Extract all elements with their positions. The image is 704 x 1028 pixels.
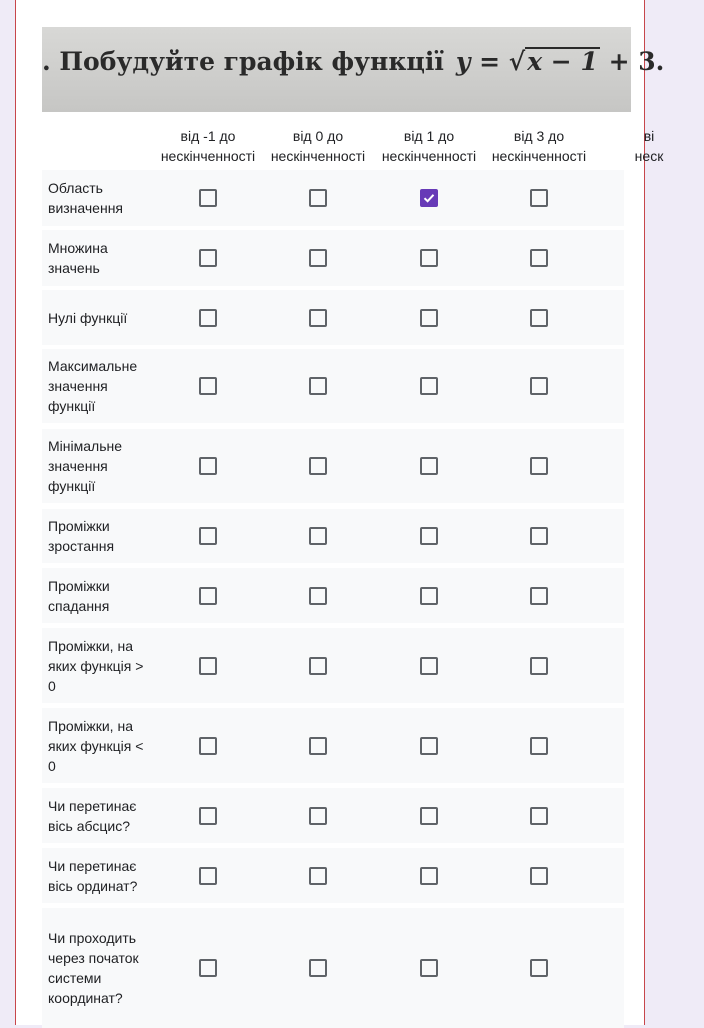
grid-row — [42, 788, 624, 843]
checkbox-r11-c3[interactable] — [530, 959, 548, 977]
checkbox-r1-c2[interactable] — [420, 249, 438, 267]
checkbox-r0-c0[interactable] — [199, 189, 217, 207]
question-prefix: . Побудуйте графік функції — [42, 47, 444, 76]
row-label: Чи перетинає вісь абсцис? — [48, 798, 137, 834]
checkbox-r10-c1[interactable] — [309, 867, 327, 885]
checkbox-r9-c1[interactable] — [309, 807, 327, 825]
checkbox-r3-c2[interactable] — [420, 377, 438, 395]
checkbox-r5-c2[interactable] — [420, 527, 438, 545]
grid-row — [42, 628, 624, 703]
checkbox-r11-c0[interactable] — [199, 959, 217, 977]
checkbox-r1-c0[interactable] — [199, 249, 217, 267]
checkbox-r6-c2[interactable] — [420, 587, 438, 605]
column-header-0: від -1 до нескінченності — [160, 128, 256, 164]
checkbox-r5-c0[interactable] — [199, 527, 217, 545]
row-label: Область визначення — [48, 180, 124, 216]
checkbox-r5-c1[interactable] — [309, 527, 327, 545]
checkbox-r4-c1[interactable] — [309, 457, 327, 475]
checkbox-r10-c2[interactable] — [420, 867, 438, 885]
question-image — [42, 27, 665, 112]
row-label: Нулі функції — [48, 310, 128, 326]
checkbox-r7-c1[interactable] — [309, 657, 327, 675]
formula-rest: + 3. — [608, 47, 665, 76]
row-label: Чи перетинає вісь ординат? — [48, 858, 138, 894]
checkbox-r7-c3[interactable] — [530, 657, 548, 675]
row-label: Максимальне значення функції — [48, 358, 138, 414]
grid-row — [42, 290, 624, 345]
question-card — [15, 0, 665, 1025]
checkbox-r8-c2[interactable] — [420, 737, 438, 755]
column-header-1: від 0 до нескінченності — [270, 128, 366, 164]
row-label: Чи проходить через початок системи координат? — [48, 930, 139, 1006]
row-label: Проміжки спадання — [48, 578, 110, 614]
grid-row — [42, 170, 624, 226]
grid-row — [42, 848, 624, 903]
checkbox-r11-c1[interactable] — [309, 959, 327, 977]
sqrt-sign: √ — [508, 47, 526, 76]
checkbox-r10-c0[interactable] — [199, 867, 217, 885]
row-label: Мінімальне значення функції — [48, 438, 123, 494]
checkbox-r3-c1[interactable] — [309, 377, 327, 395]
grid-row — [42, 908, 624, 1028]
checkbox-r4-c2[interactable] — [420, 457, 438, 475]
checkbox-r8-c1[interactable] — [309, 737, 327, 755]
grid-row — [42, 230, 624, 286]
row-label: Проміжки, на яких функція > 0 — [48, 638, 144, 694]
checkbox-r2-c0[interactable] — [199, 309, 217, 327]
grid-row — [42, 708, 624, 783]
checkbox-r6-c3[interactable] — [530, 587, 548, 605]
checkbox-r6-c0[interactable] — [199, 587, 217, 605]
row-label: Проміжки зростання — [48, 518, 115, 554]
checkbox-grid — [42, 120, 664, 1025]
checkbox-r2-c3[interactable] — [530, 309, 548, 327]
checkbox-r0-c2[interactable] — [420, 189, 438, 207]
checkbox-r0-c3[interactable] — [530, 189, 548, 207]
column-header-2: від 1 до нескінченності — [381, 128, 477, 164]
grid-row — [42, 349, 624, 423]
checkbox-r0-c1[interactable] — [309, 189, 327, 207]
column-header-4: ві неск — [634, 128, 664, 164]
checkbox-r2-c1[interactable] — [309, 309, 327, 327]
checkbox-r3-c3[interactable] — [530, 377, 548, 395]
checkbox-r2-c2[interactable] — [420, 309, 438, 327]
checkbox-r5-c3[interactable] — [530, 527, 548, 545]
checkbox-r10-c3[interactable] — [530, 867, 548, 885]
checkbox-r11-c2[interactable] — [420, 959, 438, 977]
checkbox-r1-c3[interactable] — [530, 249, 548, 267]
checkbox-r4-c3[interactable] — [530, 457, 548, 475]
formula-lhs: y = — [455, 47, 501, 76]
checkbox-r3-c0[interactable] — [199, 377, 217, 395]
row-label: Множина значень — [48, 240, 108, 276]
checkbox-r7-c2[interactable] — [420, 657, 438, 675]
formula-radicand: x − 1 — [527, 47, 598, 76]
question-formula — [42, 47, 664, 76]
row-label: Проміжки, на яких функція < 0 — [48, 718, 144, 774]
column-header-3: від 3 до нескінченності — [491, 128, 587, 164]
grid-row — [42, 509, 624, 563]
checkbox-r8-c0[interactable] — [199, 737, 217, 755]
checkbox-r9-c3[interactable] — [530, 807, 548, 825]
checkbox-r8-c3[interactable] — [530, 737, 548, 755]
checkbox-r7-c0[interactable] — [199, 657, 217, 675]
grid-row — [42, 429, 624, 503]
checkbox-r9-c0[interactable] — [199, 807, 217, 825]
checkbox-r6-c1[interactable] — [309, 587, 327, 605]
checkbox-r4-c0[interactable] — [199, 457, 217, 475]
checkbox-r9-c2[interactable] — [420, 807, 438, 825]
checkbox-r1-c1[interactable] — [309, 249, 327, 267]
checkmark-icon — [422, 191, 436, 205]
grid-row — [42, 568, 624, 623]
